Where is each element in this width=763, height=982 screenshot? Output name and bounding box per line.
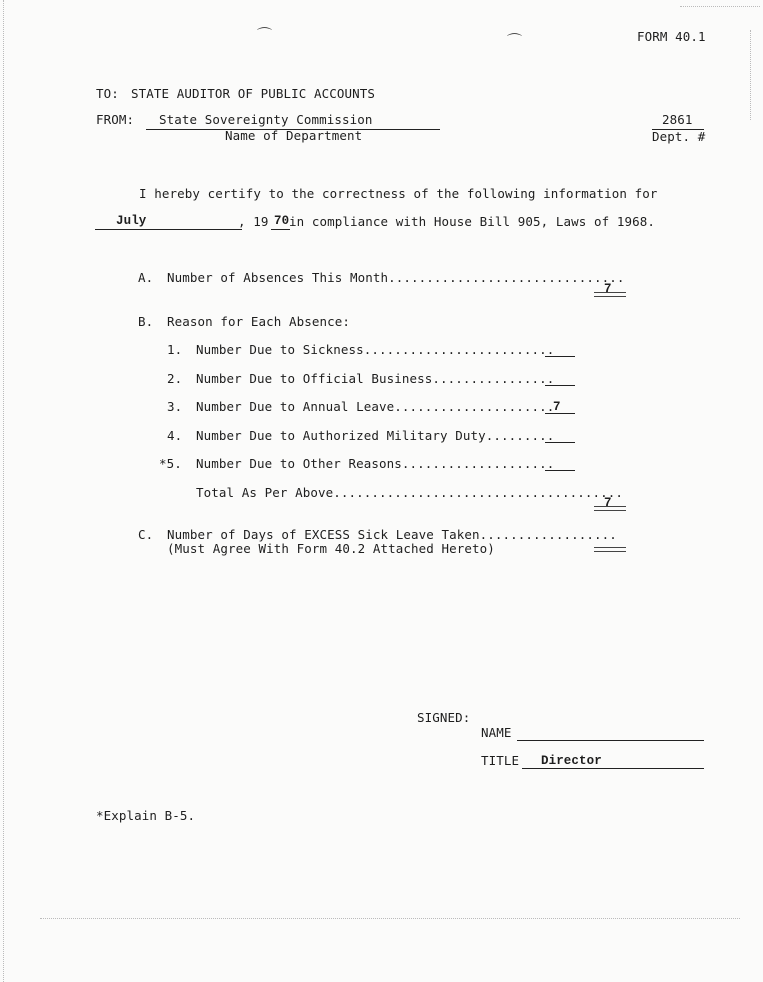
section-c-line1: Number of Days of EXCESS Sick Leave Taken.................. — [167, 527, 617, 542]
month-value: July — [116, 214, 147, 228]
b-item-line — [545, 356, 575, 357]
footnote: *Explain B-5. — [96, 808, 196, 823]
scan-edge-bottom — [40, 918, 740, 919]
year-value: 70 — [274, 214, 290, 228]
title-label: TITLE — [481, 753, 520, 768]
signed-label: SIGNED: — [417, 710, 471, 725]
b-item-value: 7 — [553, 400, 561, 414]
section-c-line2: (Must Agree With Form 40.2 Attached Hereto) — [167, 541, 495, 556]
b-item-label: Number Due to Other Reasons.................... — [196, 456, 555, 471]
month-underline — [95, 229, 242, 230]
b-item-line — [545, 470, 575, 471]
total-value: 7 — [604, 496, 612, 510]
section-c-value-line — [594, 547, 626, 552]
scan-edge-left — [3, 0, 4, 982]
scan-edge-right — [750, 30, 751, 120]
to-value: STATE AUDITOR OF PUBLIC ACCOUNTS — [131, 86, 376, 101]
year-prefix: , 19 — [238, 214, 269, 229]
name-label: NAME — [481, 725, 512, 740]
b-item-label: Number Due to Annual Leave..................... — [196, 399, 555, 414]
scan-edge-top-right — [680, 6, 760, 7]
dept-number: 2861 — [662, 112, 693, 127]
from-label: FROM: — [96, 112, 135, 127]
from-caption: Name of Department — [225, 128, 363, 143]
year-underline — [271, 229, 290, 230]
binder-mark-left: ⌒ — [257, 26, 273, 44]
title-value: Director — [541, 754, 602, 768]
compliance-text: in compliance with House Bill 905, Laws of 1968. — [289, 214, 656, 229]
b-item-num: 3. — [167, 399, 183, 414]
section-a-value-line — [594, 292, 626, 297]
section-b-label: Reason for Each Absence: — [167, 314, 351, 329]
b-item-line — [545, 413, 575, 414]
section-a-letter: A. — [138, 270, 154, 285]
b-item-num: 2. — [167, 371, 183, 386]
to-label: TO: — [96, 86, 119, 101]
section-a-label: Number of Absences This Month............................... — [167, 270, 625, 285]
b-item-line — [545, 442, 575, 443]
section-c-letter: C. — [138, 527, 154, 542]
section-a-value: 7 — [604, 282, 612, 296]
binder-mark-right: ⌒ — [507, 32, 523, 50]
total-label: Total As Per Above...................................... — [196, 485, 624, 500]
from-value: State Sovereignty Commission — [159, 112, 373, 127]
title-underline — [522, 768, 704, 769]
b-item-num: 1. — [167, 342, 183, 357]
b-item-num: 4. — [167, 428, 183, 443]
name-underline — [517, 740, 704, 741]
b-item-line — [545, 385, 575, 386]
section-b-letter: B. — [138, 314, 154, 329]
dept-caption: Dept. # — [652, 129, 706, 144]
b-item-num: *5. — [159, 456, 182, 471]
b-item-label: Number Due to Sickness......................... — [196, 342, 555, 357]
total-value-line — [594, 506, 626, 511]
form-number: FORM 40.1 — [637, 29, 706, 44]
b-item-label: Number Due to Authorized Military Duty......... — [196, 428, 555, 443]
b-item-label: Number Due to Official Business................ — [196, 371, 555, 386]
certify-line: I hereby certify to the correctness of the following information for — [139, 186, 658, 201]
